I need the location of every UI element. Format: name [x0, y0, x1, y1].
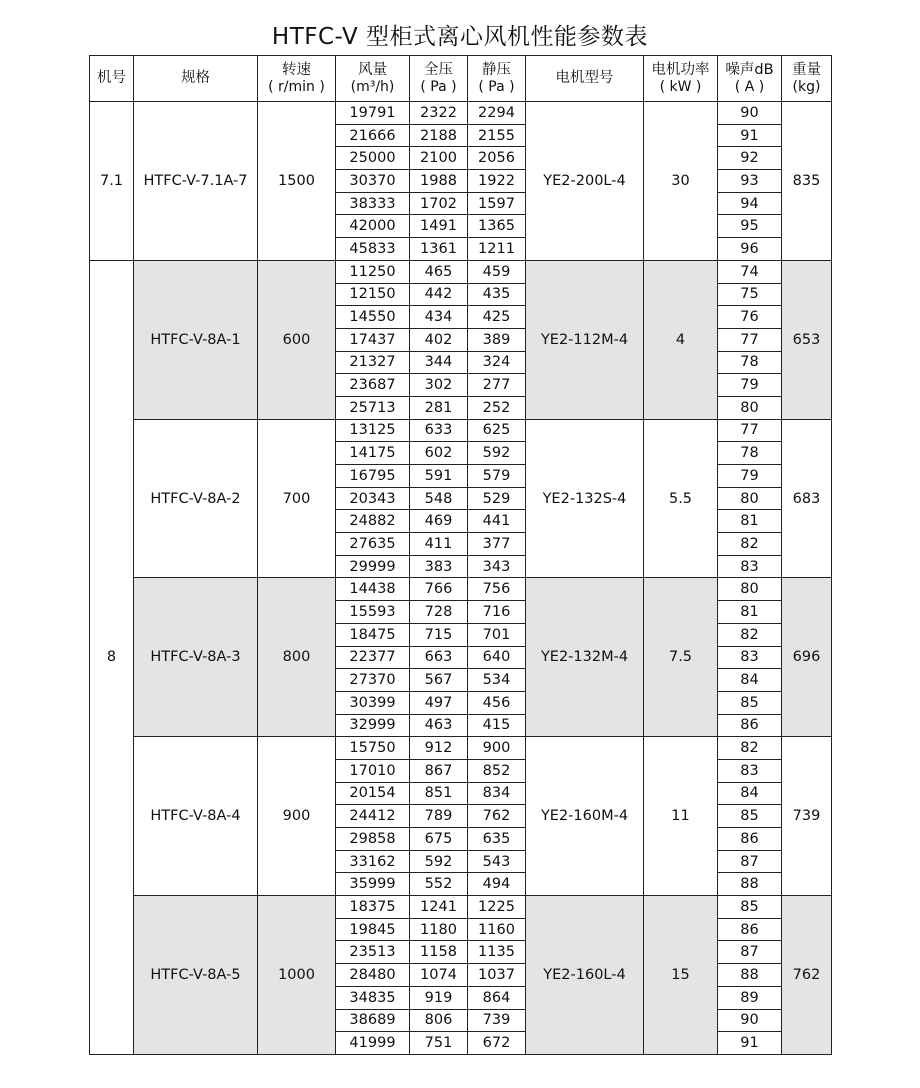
airflow-cell: 25000 — [336, 147, 410, 170]
total-pressure-cell: 465 — [410, 260, 468, 283]
total-pressure-cell: 402 — [410, 328, 468, 351]
model-cell: HTFC-V-8A-1 — [134, 260, 258, 419]
motor-power-cell: 30 — [644, 102, 718, 261]
airflow-cell: 38689 — [336, 1009, 410, 1032]
header-speed-label: 转速 — [282, 61, 311, 78]
noise-cell: 89 — [718, 986, 782, 1009]
noise-cell: 92 — [718, 147, 782, 170]
header-machine-no-label: 机号 — [97, 70, 126, 86]
total-pressure-cell: 1074 — [410, 964, 468, 987]
airflow-cell: 27635 — [336, 533, 410, 556]
motor-power-cell: 7.5 — [644, 578, 718, 737]
noise-cell: 74 — [718, 260, 782, 283]
static-pressure-cell: 529 — [468, 487, 526, 510]
header-weight-label: 重量 — [792, 61, 821, 78]
noise-cell: 85 — [718, 896, 782, 919]
noise-cell: 88 — [718, 964, 782, 987]
weight-cell: 696 — [782, 578, 832, 737]
airflow-cell: 25713 — [336, 396, 410, 419]
model-cell: HTFC-V-8A-4 — [134, 737, 258, 896]
airflow-cell: 21666 — [336, 124, 410, 147]
airflow-cell: 14438 — [336, 578, 410, 601]
noise-cell: 79 — [718, 374, 782, 397]
header-noise-label: 噪声dB — [725, 61, 774, 78]
noise-cell: 80 — [718, 487, 782, 510]
static-pressure-cell: 2155 — [468, 124, 526, 147]
header-total-pressure-label: 全压 — [424, 61, 453, 78]
noise-cell: 88 — [718, 873, 782, 896]
header-noise — [718, 56, 782, 102]
total-pressure-cell: 567 — [410, 669, 468, 692]
noise-cell: 96 — [718, 238, 782, 261]
header-total-pressure — [410, 56, 468, 102]
header-static-pressure-label: 静压 — [482, 61, 511, 78]
noise-cell: 87 — [718, 941, 782, 964]
header-noise-unit: ( A ) — [734, 78, 765, 95]
total-pressure-cell: 912 — [410, 737, 468, 760]
total-pressure-cell: 469 — [410, 510, 468, 533]
total-pressure-cell: 411 — [410, 533, 468, 556]
weight-cell: 835 — [782, 102, 832, 261]
total-pressure-cell: 1491 — [410, 215, 468, 238]
airflow-cell: 20154 — [336, 782, 410, 805]
total-pressure-cell: 1702 — [410, 192, 468, 215]
airflow-cell: 17010 — [336, 759, 410, 782]
table-row — [90, 578, 832, 601]
airflow-cell: 16795 — [336, 465, 410, 488]
static-pressure-cell: 2056 — [468, 147, 526, 170]
static-pressure-cell: 1037 — [468, 964, 526, 987]
airflow-cell: 23687 — [336, 374, 410, 397]
static-pressure-cell: 425 — [468, 306, 526, 329]
total-pressure-cell: 497 — [410, 691, 468, 714]
noise-cell: 76 — [718, 306, 782, 329]
static-pressure-cell: 377 — [468, 533, 526, 556]
airflow-cell: 22377 — [336, 646, 410, 669]
static-pressure-cell: 739 — [468, 1009, 526, 1032]
static-pressure-cell: 864 — [468, 986, 526, 1009]
speed-cell: 600 — [258, 260, 336, 419]
motor-model-cell: YE2-160M-4 — [526, 737, 644, 896]
motor-model-cell: YE2-112M-4 — [526, 260, 644, 419]
machine-no-cell: 8 — [90, 260, 134, 1054]
airflow-cell: 17437 — [336, 328, 410, 351]
airflow-cell: 33162 — [336, 850, 410, 873]
header-motor-power-label: 电机功率 — [651, 61, 710, 78]
header-motor-model-label: 电机型号 — [555, 70, 614, 86]
weight-cell: 739 — [782, 737, 832, 896]
performance-table — [89, 55, 832, 1055]
static-pressure-cell: 1160 — [468, 918, 526, 941]
weight-cell: 653 — [782, 260, 832, 419]
noise-cell: 78 — [718, 351, 782, 374]
airflow-cell: 18475 — [336, 623, 410, 646]
noise-cell: 86 — [718, 828, 782, 851]
noise-cell: 84 — [718, 782, 782, 805]
airflow-cell: 30399 — [336, 691, 410, 714]
noise-cell: 90 — [718, 1009, 782, 1032]
airflow-cell: 35999 — [336, 873, 410, 896]
noise-cell: 85 — [718, 691, 782, 714]
total-pressure-cell: 2100 — [410, 147, 468, 170]
total-pressure-cell: 434 — [410, 306, 468, 329]
airflow-cell: 29858 — [336, 828, 410, 851]
airflow-cell: 15750 — [336, 737, 410, 760]
static-pressure-cell: 579 — [468, 465, 526, 488]
noise-cell: 86 — [718, 918, 782, 941]
static-pressure-cell: 1211 — [468, 238, 526, 261]
noise-cell: 79 — [718, 465, 782, 488]
noise-cell: 82 — [718, 737, 782, 760]
speed-cell: 1000 — [258, 896, 336, 1055]
static-pressure-cell: 441 — [468, 510, 526, 533]
total-pressure-cell: 728 — [410, 601, 468, 624]
noise-cell: 82 — [718, 623, 782, 646]
airflow-cell: 24412 — [336, 805, 410, 828]
page-title: HTFC-V 型柜式离心风机性能参数表 — [271, 24, 649, 50]
static-pressure-cell: 592 — [468, 442, 526, 465]
total-pressure-cell: 806 — [410, 1009, 468, 1032]
motor-model-cell: YE2-132S-4 — [526, 419, 644, 578]
noise-cell: 81 — [718, 510, 782, 533]
header-motor-power-unit: ( kW ) — [659, 78, 702, 95]
airflow-cell: 20343 — [336, 487, 410, 510]
noise-cell: 93 — [718, 170, 782, 193]
airflow-cell: 24882 — [336, 510, 410, 533]
static-pressure-cell: 494 — [468, 873, 526, 896]
static-pressure-cell: 635 — [468, 828, 526, 851]
machine-no-cell: 7.1 — [90, 102, 134, 261]
header-motor-power — [644, 56, 718, 102]
noise-cell: 80 — [718, 578, 782, 601]
total-pressure-cell: 592 — [410, 850, 468, 873]
noise-cell: 86 — [718, 714, 782, 737]
static-pressure-cell: 834 — [468, 782, 526, 805]
airflow-cell: 13125 — [336, 419, 410, 442]
static-pressure-cell: 1225 — [468, 896, 526, 919]
static-pressure-cell: 415 — [468, 714, 526, 737]
total-pressure-cell: 463 — [410, 714, 468, 737]
static-pressure-cell: 852 — [468, 759, 526, 782]
airflow-cell: 32999 — [336, 714, 410, 737]
static-pressure-cell: 625 — [468, 419, 526, 442]
noise-cell: 77 — [718, 419, 782, 442]
motor-power-cell: 5.5 — [644, 419, 718, 578]
noise-cell: 75 — [718, 283, 782, 306]
airflow-cell: 19845 — [336, 918, 410, 941]
total-pressure-cell: 591 — [410, 465, 468, 488]
total-pressure-cell: 2188 — [410, 124, 468, 147]
header-airflow — [336, 56, 410, 102]
static-pressure-cell: 1365 — [468, 215, 526, 238]
table-body — [90, 102, 832, 1055]
header-model — [134, 56, 258, 102]
static-pressure-cell: 435 — [468, 283, 526, 306]
noise-cell: 84 — [718, 669, 782, 692]
motor-model-cell: YE2-200L-4 — [526, 102, 644, 261]
total-pressure-cell: 1158 — [410, 941, 468, 964]
total-pressure-cell: 867 — [410, 759, 468, 782]
noise-cell: 82 — [718, 533, 782, 556]
motor-power-cell: 11 — [644, 737, 718, 896]
header-row — [90, 56, 832, 102]
total-pressure-cell: 1180 — [410, 918, 468, 941]
airflow-cell: 19791 — [336, 102, 410, 125]
header-speed — [258, 56, 336, 102]
airflow-cell: 42000 — [336, 215, 410, 238]
static-pressure-cell: 701 — [468, 623, 526, 646]
airflow-cell: 45833 — [336, 238, 410, 261]
table-row — [90, 260, 832, 283]
total-pressure-cell: 633 — [410, 419, 468, 442]
airflow-cell: 11250 — [336, 260, 410, 283]
noise-cell: 85 — [718, 805, 782, 828]
header-speed-unit: ( r/min ) — [268, 78, 325, 95]
table-row — [90, 419, 832, 442]
noise-cell: 77 — [718, 328, 782, 351]
total-pressure-cell: 383 — [410, 555, 468, 578]
noise-cell: 78 — [718, 442, 782, 465]
motor-model-cell: YE2-160L-4 — [526, 896, 644, 1055]
static-pressure-cell: 756 — [468, 578, 526, 601]
noise-cell: 91 — [718, 1032, 782, 1055]
total-pressure-cell: 302 — [410, 374, 468, 397]
airflow-cell: 28480 — [336, 964, 410, 987]
speed-cell: 900 — [258, 737, 336, 896]
model-cell: HTFC-V-8A-5 — [134, 896, 258, 1055]
static-pressure-cell: 534 — [468, 669, 526, 692]
static-pressure-cell: 762 — [468, 805, 526, 828]
airflow-cell: 21327 — [336, 351, 410, 374]
model-cell: HTFC-V-7.1A-7 — [134, 102, 258, 261]
static-pressure-cell: 1135 — [468, 941, 526, 964]
static-pressure-cell: 900 — [468, 737, 526, 760]
noise-cell: 81 — [718, 601, 782, 624]
airflow-cell: 15593 — [336, 601, 410, 624]
weight-cell: 683 — [782, 419, 832, 578]
static-pressure-cell: 640 — [468, 646, 526, 669]
total-pressure-cell: 548 — [410, 487, 468, 510]
total-pressure-cell: 552 — [410, 873, 468, 896]
total-pressure-cell: 2322 — [410, 102, 468, 125]
header-static-pressure-unit: ( Pa ) — [478, 78, 515, 95]
airflow-cell: 34835 — [336, 986, 410, 1009]
table-row — [90, 102, 832, 125]
airflow-cell: 18375 — [336, 896, 410, 919]
static-pressure-cell: 456 — [468, 691, 526, 714]
header-model-label: 规格 — [181, 70, 210, 86]
static-pressure-cell: 324 — [468, 351, 526, 374]
total-pressure-cell: 789 — [410, 805, 468, 828]
static-pressure-cell: 459 — [468, 260, 526, 283]
motor-power-cell: 15 — [644, 896, 718, 1055]
table-row — [90, 737, 832, 760]
total-pressure-cell: 675 — [410, 828, 468, 851]
noise-cell: 80 — [718, 396, 782, 419]
header-machine-no — [90, 56, 134, 102]
total-pressure-cell: 442 — [410, 283, 468, 306]
header-total-pressure-unit: ( Pa ) — [420, 78, 457, 95]
static-pressure-cell: 1597 — [468, 192, 526, 215]
speed-cell: 800 — [258, 578, 336, 737]
header-weight — [782, 56, 832, 102]
airflow-cell: 41999 — [336, 1032, 410, 1055]
total-pressure-cell: 1361 — [410, 238, 468, 261]
static-pressure-cell: 2294 — [468, 102, 526, 125]
airflow-cell: 38333 — [336, 192, 410, 215]
speed-cell: 1500 — [258, 102, 336, 261]
static-pressure-cell: 343 — [468, 555, 526, 578]
header-airflow-unit: (m³/h) — [350, 78, 395, 95]
airflow-cell: 12150 — [336, 283, 410, 306]
speed-cell: 700 — [258, 419, 336, 578]
noise-cell: 83 — [718, 646, 782, 669]
model-cell: HTFC-V-8A-3 — [134, 578, 258, 737]
total-pressure-cell: 751 — [410, 1032, 468, 1055]
noise-cell: 83 — [718, 555, 782, 578]
header-static-pressure — [468, 56, 526, 102]
total-pressure-cell: 851 — [410, 782, 468, 805]
static-pressure-cell: 543 — [468, 850, 526, 873]
airflow-cell: 30370 — [336, 170, 410, 193]
total-pressure-cell: 344 — [410, 351, 468, 374]
airflow-cell: 29999 — [336, 555, 410, 578]
header-weight-unit: (kg) — [792, 78, 821, 95]
static-pressure-cell: 672 — [468, 1032, 526, 1055]
header-motor-model — [526, 56, 644, 102]
total-pressure-cell: 766 — [410, 578, 468, 601]
total-pressure-cell: 1241 — [410, 896, 468, 919]
header-airflow-label: 风量 — [358, 61, 387, 78]
noise-cell: 83 — [718, 759, 782, 782]
motor-power-cell: 4 — [644, 260, 718, 419]
airflow-cell: 27370 — [336, 669, 410, 692]
noise-cell: 90 — [718, 102, 782, 125]
total-pressure-cell: 1988 — [410, 170, 468, 193]
noise-cell: 94 — [718, 192, 782, 215]
static-pressure-cell: 277 — [468, 374, 526, 397]
table-row — [90, 896, 832, 919]
airflow-cell: 23513 — [336, 941, 410, 964]
noise-cell: 91 — [718, 124, 782, 147]
total-pressure-cell: 919 — [410, 986, 468, 1009]
total-pressure-cell: 663 — [410, 646, 468, 669]
airflow-cell: 14550 — [336, 306, 410, 329]
static-pressure-cell: 1922 — [468, 170, 526, 193]
model-cell: HTFC-V-8A-2 — [134, 419, 258, 578]
motor-model-cell: YE2-132M-4 — [526, 578, 644, 737]
total-pressure-cell: 602 — [410, 442, 468, 465]
noise-cell: 95 — [718, 215, 782, 238]
static-pressure-cell: 252 — [468, 396, 526, 419]
total-pressure-cell: 281 — [410, 396, 468, 419]
static-pressure-cell: 716 — [468, 601, 526, 624]
noise-cell: 87 — [718, 850, 782, 873]
static-pressure-cell: 389 — [468, 328, 526, 351]
total-pressure-cell: 715 — [410, 623, 468, 646]
airflow-cell: 14175 — [336, 442, 410, 465]
weight-cell: 762 — [782, 896, 832, 1055]
